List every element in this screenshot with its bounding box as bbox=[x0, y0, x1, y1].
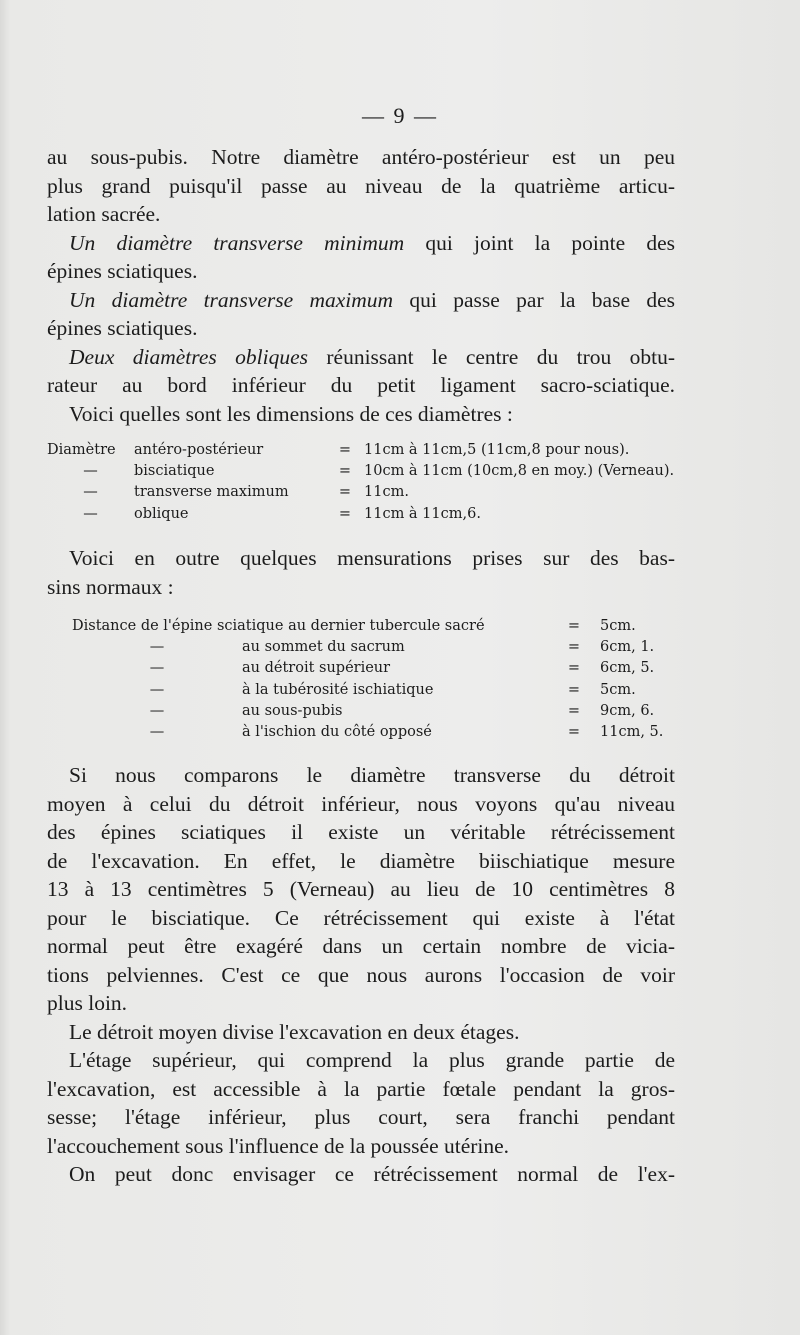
table-row bbox=[47, 482, 694, 503]
measurement-value: 9cm, 6. bbox=[600, 702, 655, 719]
equals-sign: = bbox=[567, 638, 581, 655]
text-line: au sous-pubis. Notre diamètre antéro-postérieur est un peu bbox=[47, 145, 675, 169]
page-number: — 9 — bbox=[362, 103, 438, 128]
text-line: épines sciatiques. bbox=[47, 259, 198, 283]
equals-sign: = bbox=[338, 484, 352, 501]
measurement-value: 5cm. bbox=[600, 617, 636, 634]
row-label: — bbox=[149, 660, 165, 677]
row-label: — bbox=[149, 724, 165, 741]
diameter-value: 11cm à 11cm,5 (11cm,8 pour nous). bbox=[364, 441, 630, 458]
row-label: — bbox=[83, 484, 98, 501]
equals-sign: = bbox=[567, 724, 581, 741]
row-label: — bbox=[149, 681, 165, 698]
text-line: l'excavation, est accessible à la partie fœtale pendant la gros- bbox=[47, 1076, 675, 1101]
measurement-value: 11cm, 5. bbox=[600, 724, 664, 741]
text-line: sesse; l'étage inférieur, plus court, sera franchi pendant bbox=[47, 1105, 675, 1129]
text-line: des épines sciatiques il existe un véritable rétrécissement bbox=[47, 820, 675, 844]
diameter-item-minimum: Un diamètre transverse minimum qui joint la pointe des bbox=[69, 230, 675, 255]
text-line: 13 à 13 centimètres 5 (Verneau) au lieu de 10 centimètres 8 bbox=[47, 877, 675, 901]
equals-sign: = bbox=[338, 505, 352, 522]
text-line: épines sciatiques. bbox=[47, 316, 198, 340]
text-line: Voici quelles sont les dimensions de ces diamètres : bbox=[69, 401, 513, 426]
text-line: l'accouchement sous l'influence de la poussée utérine. bbox=[47, 1133, 510, 1158]
measurement-label: Distance de l'épine sciatique au dernier tubercule sacré bbox=[72, 617, 485, 634]
measurements-table bbox=[72, 615, 680, 743]
row-label: — bbox=[149, 702, 165, 719]
text-line: lation sacrée. bbox=[47, 202, 161, 226]
measurement-place: à la tubérosité ischiatique bbox=[242, 681, 434, 698]
text-line: moyen à celui du détroit inférieur, nous voyons qu'au niveau bbox=[47, 791, 675, 816]
diameter-value: 10cm à 11cm (10cm,8 en moy.) (Verneau). bbox=[364, 462, 675, 479]
equals-sign: = bbox=[567, 681, 581, 698]
table-row bbox=[72, 721, 680, 742]
text-line: plus grand puisqu'il passe au niveau de la quatrième articu- bbox=[47, 173, 675, 198]
text-line: Le détroit moyen divise l'excavation en deux étages. bbox=[69, 1019, 520, 1044]
text-line: sins normaux : bbox=[47, 574, 174, 599]
text-line: de l'excavation. En effet, le diamètre biischiatique mesure bbox=[47, 848, 675, 873]
table-row bbox=[47, 503, 694, 524]
row-label: — bbox=[149, 638, 165, 655]
measurement-place: au sous-pubis bbox=[242, 702, 343, 719]
equals-sign: = bbox=[567, 660, 581, 677]
diameter-name: bisciatique bbox=[134, 462, 215, 479]
measurement-place: au détroit supérieur bbox=[242, 660, 391, 677]
row-label: Diamètre bbox=[47, 441, 116, 458]
measurement-value: 5cm. bbox=[600, 681, 636, 698]
dimensions-table bbox=[47, 439, 694, 524]
measurement-value: 6cm, 5. bbox=[600, 660, 655, 677]
table-row bbox=[72, 658, 680, 679]
equals-sign: = bbox=[338, 441, 352, 458]
table-row bbox=[72, 615, 680, 636]
equals-sign: = bbox=[567, 617, 581, 634]
measurement-value: 6cm, 1. bbox=[600, 638, 655, 655]
measurement-place: au sommet du sacrum bbox=[242, 638, 405, 655]
table-row bbox=[72, 636, 680, 657]
diameter-item-obliques: Deux diamètres obliques réunissant le centre du trou obtu- bbox=[69, 344, 675, 369]
paragraph-comparison bbox=[47, 761, 675, 1189]
table-row bbox=[72, 700, 680, 721]
equals-sign: = bbox=[338, 462, 352, 479]
diameter-value: 11cm à 11cm,6. bbox=[364, 505, 481, 522]
text-line: normal peut être exagéré dans un certain nombre de vicia- bbox=[47, 934, 675, 958]
diameter-item-maximum: Un diamètre transverse maximum qui passe par la base des bbox=[69, 287, 675, 312]
diameter-name: transverse maximum bbox=[134, 484, 289, 501]
text-line: On peut donc envisager ce rétrécissement normal de l'ex- bbox=[69, 1162, 675, 1186]
text-line: rateur au bord inférieur du petit ligament sacro-sciatique. bbox=[47, 373, 675, 397]
text-line: tions pelviennes. C'est ce que nous aurons l'occasion de voir bbox=[47, 962, 675, 987]
diameter-value: 11cm. bbox=[364, 484, 409, 501]
text-line: plus loin. bbox=[47, 991, 128, 1015]
diameter-name: oblique bbox=[134, 505, 189, 522]
table-row bbox=[47, 460, 694, 481]
paragraph-measurements-intro bbox=[47, 544, 675, 601]
text-line: Si nous comparons le diamètre transverse du détroit bbox=[69, 763, 675, 787]
text-line: pour le bisciatique. Ce rétrécissement qui existe à l'état bbox=[47, 905, 675, 930]
table-row bbox=[47, 439, 694, 460]
equals-sign: = bbox=[567, 702, 581, 719]
paragraph-diameters bbox=[47, 143, 675, 428]
table-row bbox=[72, 679, 680, 700]
text-line: Voici en outre quelques mensurations prises sur des bas- bbox=[69, 546, 675, 570]
row-label: — bbox=[83, 462, 98, 479]
text-line: L'étage supérieur, qui comprend la plus grande partie de bbox=[69, 1048, 675, 1072]
measurement-place: à l'ischion du côté opposé bbox=[242, 724, 432, 741]
diameter-name: antéro-postérieur bbox=[134, 441, 264, 458]
row-label: — bbox=[83, 505, 98, 522]
